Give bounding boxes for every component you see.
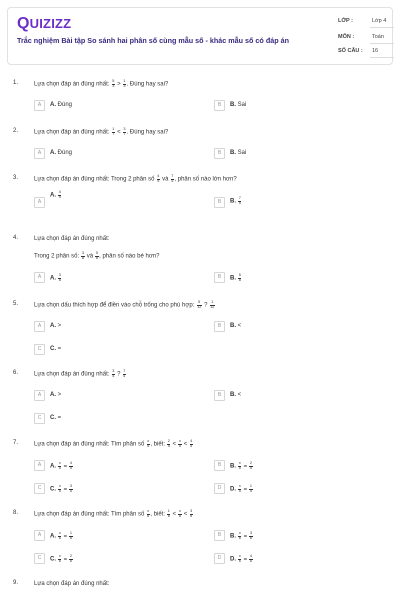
option-checkbox[interactable]: B: [214, 321, 225, 332]
fraction: $\frac{3}{7}$: [123, 127, 126, 136]
option-checkbox[interactable]: D: [214, 483, 225, 494]
option-text: A. $\frac{x}{5}$ = $\frac{4}{5}$: [50, 461, 73, 470]
question-text: Lựa chọn đáp án đúng nhất: Trong 2 phân số $\frac{4}{5}$ và $\frac{7}{5}$ , phân số nào lớn hơn?: [34, 174, 237, 183]
fraction: $\frac{1}{7}$: [112, 127, 115, 136]
answer-option-b[interactable]: [214, 195, 384, 207]
option-checkbox[interactable]: A: [34, 272, 45, 283]
question-text: Lựa chọn đáp án đúng nhất:: [34, 236, 110, 242]
option-checkbox[interactable]: C: [34, 413, 45, 424]
answer-option-a[interactable]: [34, 390, 204, 402]
answer-option-a[interactable]: [34, 530, 204, 542]
fraction: $\frac{7}{5}$: [238, 196, 241, 205]
fraction: $\frac{1}{3}$: [123, 79, 126, 88]
question-number: 7.: [13, 440, 19, 446]
fraction: $\frac{x}{6}$: [238, 531, 241, 540]
option-text: A. Đúng: [50, 150, 73, 156]
meta-subject: [338, 32, 394, 44]
fraction: $\frac{1}{6}$: [69, 531, 73, 540]
answer-option-b[interactable]: [214, 530, 384, 542]
fraction: $\frac{4}{5}$: [157, 174, 160, 183]
fraction: $\frac{x}{6}$: [147, 509, 150, 518]
option-checkbox[interactable]: A: [34, 530, 45, 541]
option-text: A. $\frac{3}{8}$: [50, 273, 61, 282]
quizizz-logo: QUIZIZZ: [17, 15, 72, 32]
option-text: B. Sai: [230, 102, 247, 108]
answer-option-c[interactable]: [34, 553, 204, 565]
question-text: Lựa chọn đáp án đúng nhất: $\frac{5}{3}$ > $\frac{1}{3}$ . Đúng hay sai?: [34, 79, 169, 88]
option-text: D. $\frac{x}{6}$ = $\frac{4}{6}$: [230, 554, 253, 563]
option-checkbox[interactable]: C: [34, 553, 45, 564]
question-number: 5.: [13, 301, 19, 307]
meta-count-label: SỐ CÂU :: [338, 48, 363, 54]
meta-class-label: LỚP :: [338, 18, 353, 24]
option-checkbox[interactable]: D: [214, 553, 225, 564]
question-text: Lựa chọn đáp án đúng nhất: $\frac{1}{7}$ < $\frac{3}{7}$ . Đúng hay sai?: [34, 127, 169, 136]
fraction: $\frac{x}{6}$: [238, 554, 241, 563]
option-text: A. >: [50, 323, 62, 329]
fraction: $\frac{x}{6}$: [58, 554, 61, 563]
answer-option-a[interactable]: [34, 148, 204, 160]
answer-option-b[interactable]: [214, 148, 384, 160]
fraction: $\frac{5}{8}$: [238, 273, 241, 282]
answer-option-c[interactable]: [34, 483, 204, 495]
fraction: $\frac{7}{5}$: [171, 174, 174, 183]
fraction: $\frac{3}{6}$: [249, 531, 253, 540]
answer-option-c[interactable]: [34, 413, 204, 425]
fraction: $\frac{3}{6}$: [190, 509, 193, 518]
option-text: C. =: [50, 415, 62, 421]
fraction: $\frac{1}{6}$: [167, 509, 170, 518]
option-text: B. $\frac{7}{5}$: [230, 196, 241, 205]
meta-class: [338, 16, 394, 28]
worksheet-header: [7, 7, 393, 65]
question-number: 9.: [13, 580, 19, 586]
option-checkbox[interactable]: B: [214, 148, 225, 159]
answer-option-a[interactable]: [34, 321, 204, 333]
fraction: $\frac{3}{4}$: [112, 369, 115, 378]
answer-option-d[interactable]: [214, 483, 384, 495]
fraction: $\frac{7}{4}$: [123, 369, 126, 378]
fraction: $\frac{3}{8}$: [58, 273, 61, 282]
fraction: $\frac{4}{5}$: [69, 461, 73, 470]
fraction: $\frac{2}{6}$: [69, 554, 73, 563]
option-text: B. $\frac{x}{6}$ = $\frac{3}{6}$: [230, 531, 253, 540]
answer-option-b[interactable]: [214, 100, 384, 112]
meta-subject-label: MÔN :: [338, 34, 355, 40]
answer-option-a[interactable]: [34, 460, 204, 472]
fraction: $\frac{2}{5}$: [167, 439, 170, 448]
question-text: Lựa chọn đáp án đúng nhất:: [34, 581, 110, 587]
answer-option-b[interactable]: [214, 321, 384, 333]
option-text: D. $\frac{x}{5}$ = $\frac{1}{5}$: [230, 484, 253, 493]
option-checkbox[interactable]: B: [214, 197, 225, 208]
option-checkbox[interactable]: A: [34, 321, 45, 332]
fraction: $\frac{x}{5}$: [58, 461, 61, 470]
fraction: $\frac{5}{3}$: [112, 79, 115, 88]
answer-option-d[interactable]: [214, 553, 384, 565]
meta-count-value: 16: [372, 48, 379, 54]
option-checkbox[interactable]: C: [34, 344, 45, 355]
fraction: $\frac{x}{5}$: [147, 439, 150, 448]
answer-option-b[interactable]: [214, 390, 384, 402]
option-text: C. =: [50, 346, 62, 352]
answer-option-a[interactable]: [34, 190, 204, 207]
question-text: Lựa chọn đáp án đúng nhất: Tìm phân số $\frac{x}{6}$ , biết: $\frac{1}{6}$ < $\frac{x}{6}$ < $\frac{3}{6}$: [34, 509, 193, 518]
option-text: A. $\frac{x}{6}$ = $\frac{1}{6}$: [50, 531, 73, 540]
option-text: A. Đúng: [50, 102, 73, 108]
option-checkbox[interactable]: B: [214, 272, 225, 283]
fraction: $\frac{4}{5}$: [58, 190, 61, 199]
option-checkbox[interactable]: A: [34, 148, 45, 159]
option-checkbox[interactable]: B: [214, 100, 225, 111]
option-text: C. $\frac{x}{6}$ = $\frac{2}{6}$: [50, 554, 73, 563]
fraction: $\frac{x}{6}$: [178, 509, 182, 518]
option-text: B. $\frac{x}{5}$ = $\frac{2}{5}$: [230, 461, 253, 470]
option-checkbox[interactable]: A: [34, 460, 45, 471]
option-checkbox[interactable]: A: [34, 390, 45, 401]
fraction: $\frac{1}{12}$: [210, 300, 215, 309]
option-text: B. $\frac{5}{8}$: [230, 273, 241, 282]
question-number: 4.: [13, 235, 19, 241]
meta-subject-value: Toán: [372, 34, 384, 40]
question-text: Lựa chọn đáp án đúng nhất: $\frac{3}{4}$ ? $\frac{7}{4}$: [34, 369, 126, 378]
option-text: B. <: [230, 323, 242, 329]
option-text: A. >: [50, 392, 62, 398]
fraction: $\frac{3}{8}$: [81, 251, 85, 260]
meta-class-value: Lớp 4: [372, 18, 387, 24]
fraction: $\frac{1}{5}$: [249, 484, 253, 493]
question-subtext: Trong 2 phân số: $\frac{3}{8}$ và $\frac{5}{8}$ , phân số nào bé hơn?: [34, 251, 160, 260]
question-number: 8.: [13, 510, 19, 516]
meta-count: [338, 46, 394, 58]
question-number: 2.: [13, 128, 19, 134]
answer-option-b[interactable]: [214, 460, 384, 472]
question-number: 3.: [13, 175, 19, 181]
fraction: $\frac{4}{6}$: [249, 554, 253, 563]
fraction: $\frac{x}{6}$: [58, 531, 61, 540]
option-text: A. $\frac{4}{5}$: [50, 190, 61, 199]
fraction: $\frac{x}{5}$: [238, 461, 241, 470]
option-checkbox[interactable]: A: [34, 197, 45, 208]
question-number: 6.: [13, 370, 19, 376]
question-number: 1.: [13, 80, 19, 86]
fraction: $\frac{x}{5}$: [178, 439, 182, 448]
fraction: $\frac{4}{5}$: [190, 439, 193, 448]
fraction: $\frac{3}{5}$: [69, 484, 73, 493]
question-text: Lựa chọn dấu thích hợp để điền vào chỗ trống cho phù hợp: $\frac{5}{12}$ ? $\frac{1}{12}$: [34, 300, 215, 309]
option-checkbox[interactable]: B: [214, 530, 225, 541]
fraction: $\frac{x}{5}$: [238, 484, 241, 493]
worksheet-title: Trắc nghiệm Bài tập So sánh hai phân số cùng mẫu số - khác mẫu số có đáp án: [17, 36, 289, 45]
option-checkbox[interactable]: A: [34, 100, 45, 111]
option-checkbox[interactable]: B: [214, 460, 225, 471]
fraction: $\frac{2}{5}$: [249, 461, 253, 470]
answer-option-b[interactable]: [214, 272, 384, 284]
fraction: $\frac{5}{12}$: [197, 300, 202, 309]
option-text: C. $\frac{x}{5}$ = $\frac{3}{5}$: [50, 484, 73, 493]
question-text: Lựa chọn đáp án đúng nhất: Tìm phân số $\frac{x}{5}$ , biết: $\frac{2}{5}$ < $\frac{x}{5}$ < $\frac{4}{5}$: [34, 439, 193, 448]
fraction: $\frac{5}{8}$: [95, 251, 99, 260]
answer-option-a[interactable]: [34, 272, 204, 284]
option-checkbox[interactable]: C: [34, 483, 45, 494]
answer-option-a[interactable]: [34, 100, 204, 112]
answer-option-c[interactable]: [34, 344, 204, 356]
fraction: $\frac{x}{5}$: [58, 484, 61, 493]
option-checkbox[interactable]: B: [214, 390, 225, 401]
option-text: B. Sai: [230, 150, 247, 156]
option-text: B. <: [230, 392, 242, 398]
